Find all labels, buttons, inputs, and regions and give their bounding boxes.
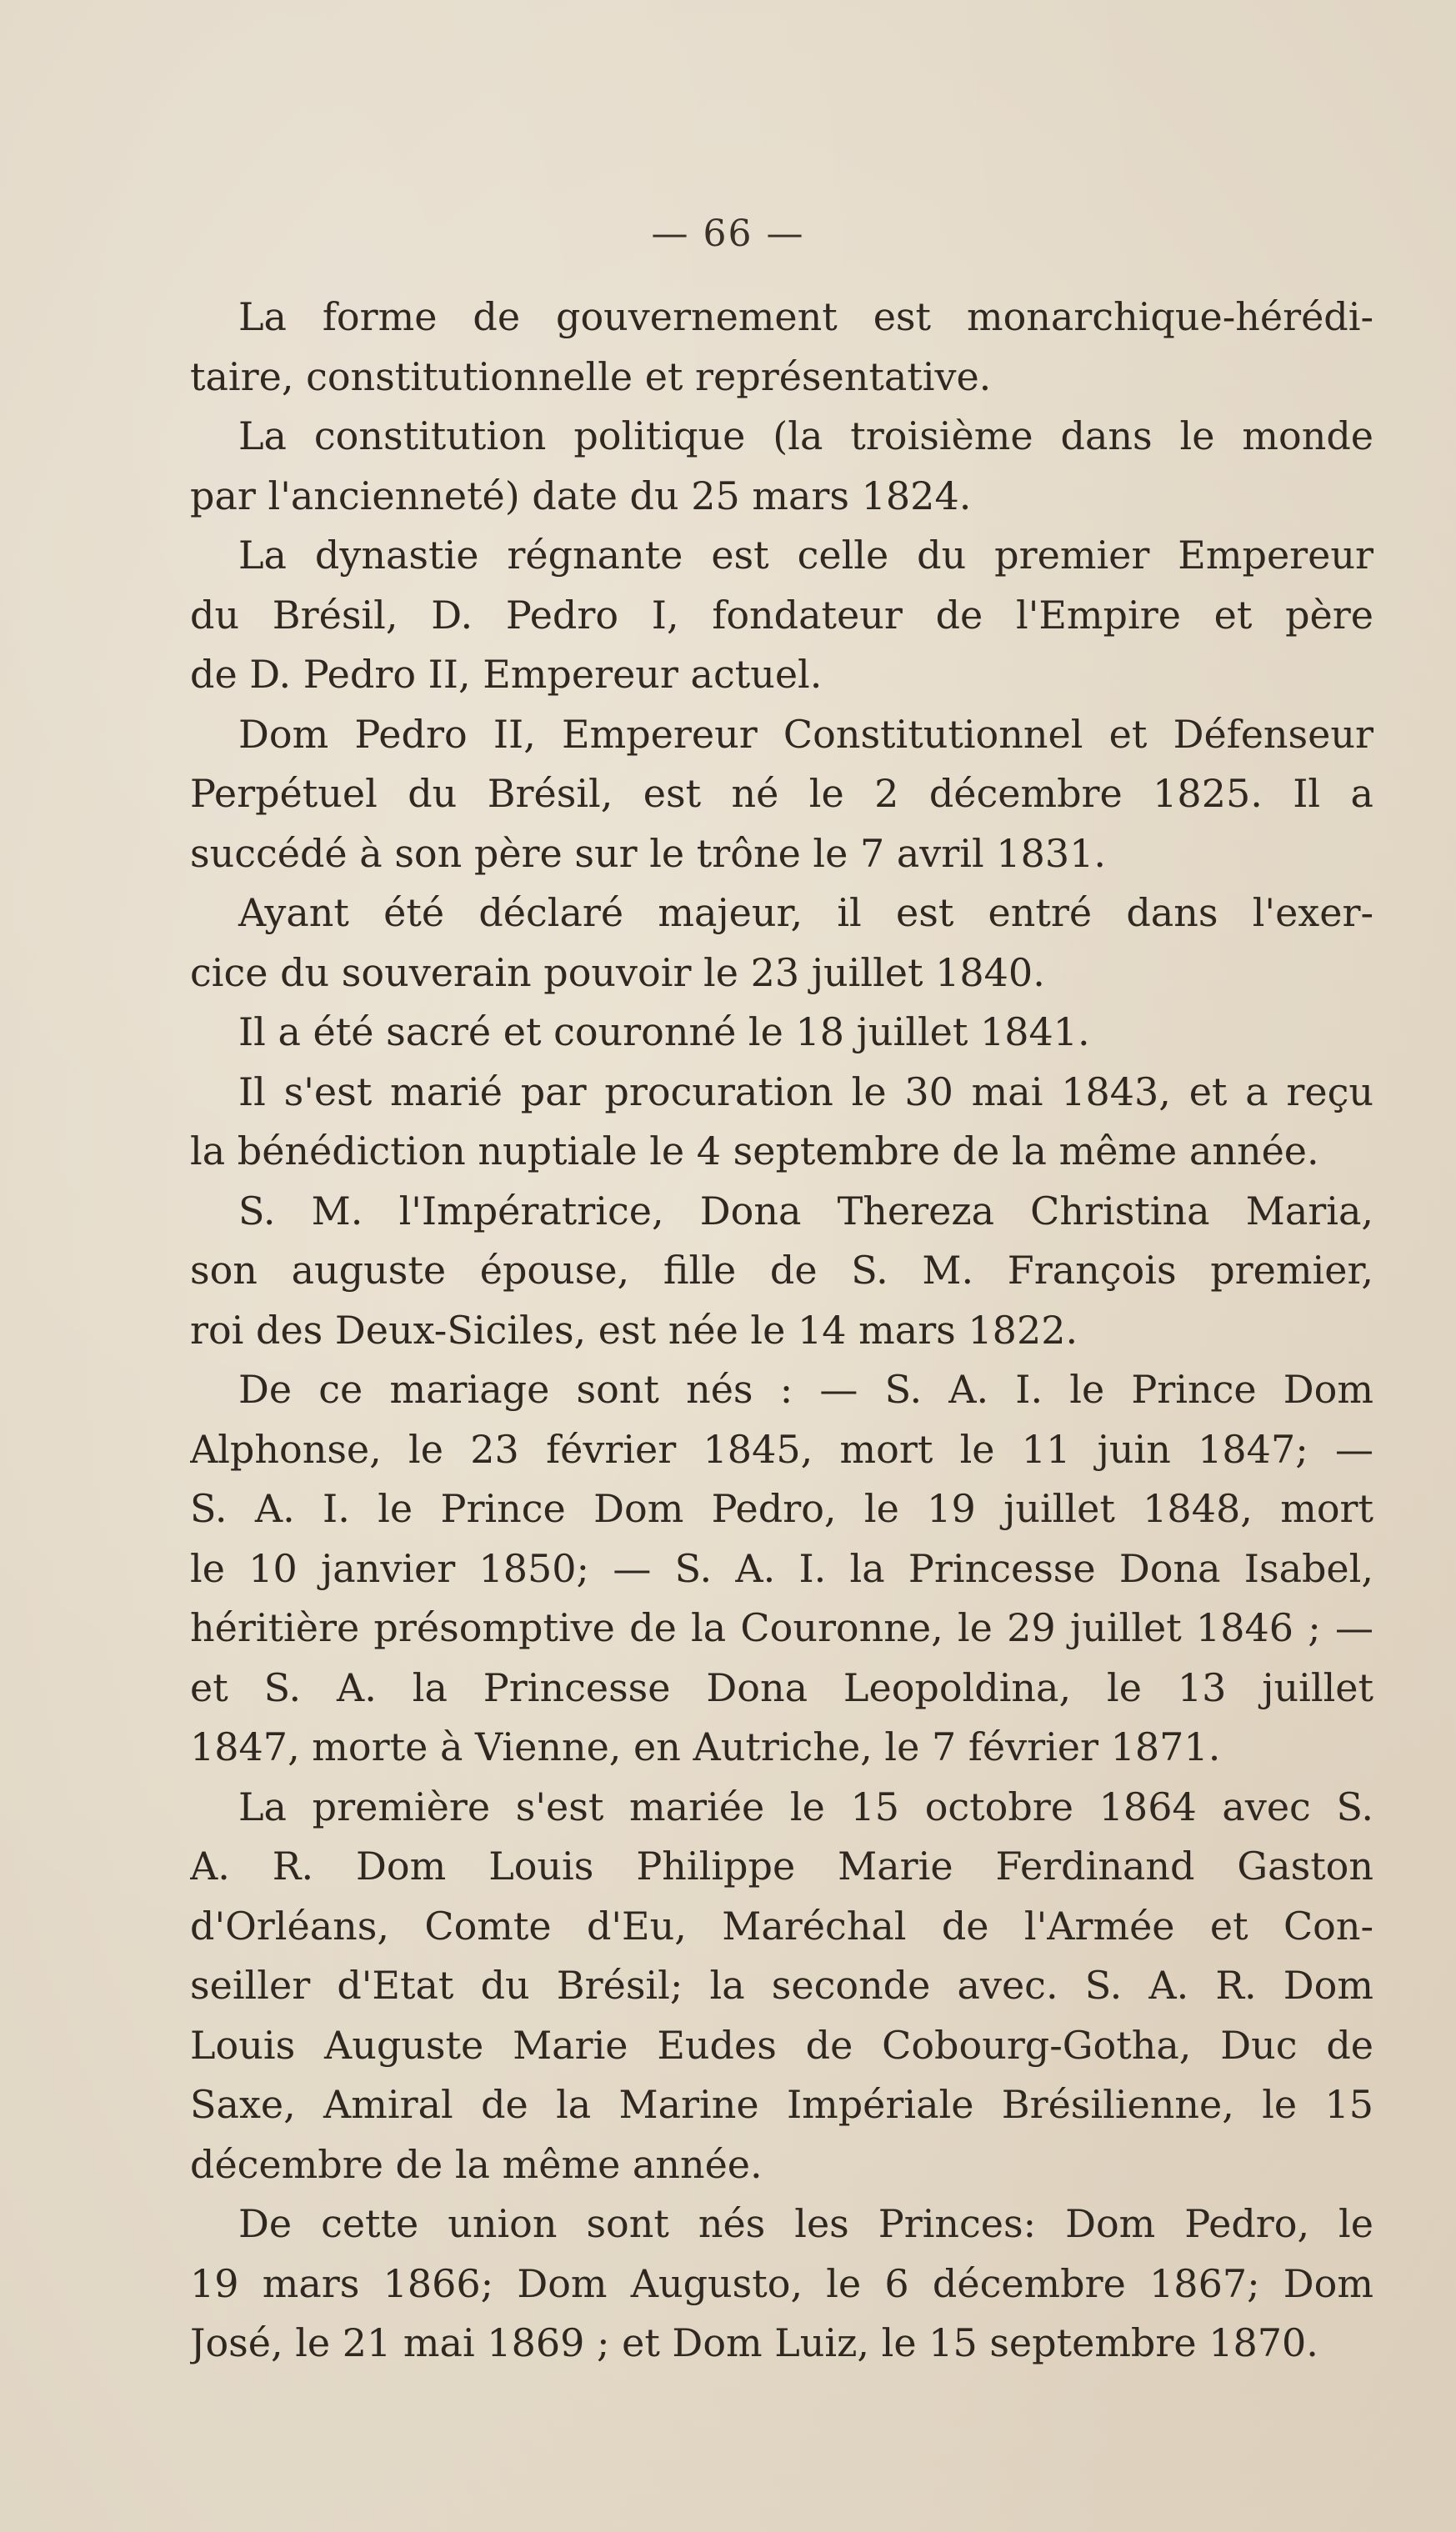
text-line: taire, constitutionnelle et représentative.: [190, 353, 992, 399]
text-line: d'Orléans, Comte d'Eu, Maréchal de l'Armée et Con-: [190, 1903, 1373, 1949]
paragraph: [190, 1360, 1373, 1778]
text-line: son auguste épouse, fille de S. M. François premier,: [190, 1248, 1373, 1293]
text-line: héritière présomptive de la Couronne, le 29 juillet 1846 ; —: [190, 1605, 1373, 1650]
text-line: du Brésil, D. Pedro I, fondateur de l'Empire et père: [190, 592, 1373, 638]
text-line: et S. A. la Princesse Dona Leopoldina, le 13 juillet: [190, 1664, 1373, 1710]
paragraph: [190, 1182, 1373, 1361]
paragraph: [190, 407, 1373, 526]
paragraph: [190, 1778, 1373, 2195]
text-line: Perpétuel du Brésil, est né le 2 décembre 1825. Il a: [190, 771, 1373, 816]
text-line: de D. Pedro II, Empereur actuel.: [190, 652, 823, 697]
text-line: cice du souverain pouvoir le 23 juillet 1840.: [190, 949, 1045, 995]
paragraph: [190, 2194, 1373, 2374]
text-line: Ayant été déclaré majeur, il est entré dans l'exer-: [238, 890, 1373, 935]
text-line: 19 mars 1866; Dom Augusto, le 6 décembre 1867; Dom: [190, 2260, 1373, 2306]
text-line: roi des Deux-Siciles, est née le 14 mars 1822.: [190, 1307, 1078, 1353]
text-line: S. M. l'Impératrice, Dona Thereza Christina Maria,: [238, 1188, 1373, 1233]
text-line: succédé à son père sur le trône le 7 avril 1831.: [190, 830, 1106, 876]
text-line: La dynastie régnante est celle du premier Empereur: [238, 533, 1373, 578]
text-line: la bénédiction nuptiale le 4 septembre de la même année.: [190, 1128, 1319, 1173]
paragraph: [190, 1063, 1373, 1182]
text-line: Dom Pedro II, Empereur Constitutionnel et Défenseur: [238, 711, 1373, 757]
text-line: La première s'est mariée le 15 octobre 1864 avec S.: [238, 1784, 1373, 1829]
paragraph: [190, 288, 1373, 407]
text-line: 1847, morte à Vienne, en Autriche, le 7 février 1871.: [190, 1724, 1221, 1769]
text-line: décembre de la même année.: [190, 2141, 763, 2187]
paragraph: [190, 705, 1373, 884]
text-line: Il s'est marié par procuration le 30 mai 1843, et a reçu: [238, 1068, 1373, 1114]
paragraph: [190, 526, 1373, 705]
text-line: Louis Auguste Marie Eudes de Cobourg-Gotha, Duc de: [190, 2022, 1373, 2068]
text-line: De ce mariage sont nés : — S. A. I. le Prince Dom: [238, 1367, 1373, 1412]
text-line: par l'ancienneté) date du 25 mars 1824.: [190, 473, 972, 518]
paragraph: [190, 1003, 1373, 1063]
text-line: De cette union sont nés les Princes: Dom Pedro, le: [238, 2201, 1373, 2246]
paragraph: [190, 883, 1373, 1003]
body-text: [190, 288, 1373, 2374]
text-line: Il a été sacré et couronné le 18 juillet 1841.: [238, 1009, 1090, 1054]
text-line: José, le 21 mai 1869 ; et Dom Luiz, le 15 septembre 1870.: [190, 2320, 1318, 2365]
text-line: Alphonse, le 23 février 1845, mort le 11 juin 1847; —: [190, 1426, 1373, 1472]
page-number: — 66 —: [651, 213, 805, 255]
text-line: le 10 janvier 1850; — S. A. I. la Princesse Dona Isabel,: [190, 1545, 1373, 1591]
text-line: Saxe, Amiral de la Marine Impériale Brésilienne, le 15: [190, 2082, 1373, 2127]
text-line: S. A. I. le Prince Dom Pedro, le 19 juillet 1848, mort: [190, 1486, 1373, 1531]
text-line: La constitution politique (la troisième dans le monde: [238, 413, 1373, 458]
text-line: La forme de gouvernement est monarchique-hérédi-: [238, 294, 1373, 339]
text-line: A. R. Dom Louis Philippe Marie Ferdinand Gaston: [190, 1844, 1373, 1889]
text-line: seiller d'Etat du Brésil; la seconde avec. S. A. R. Dom: [190, 1963, 1373, 2008]
